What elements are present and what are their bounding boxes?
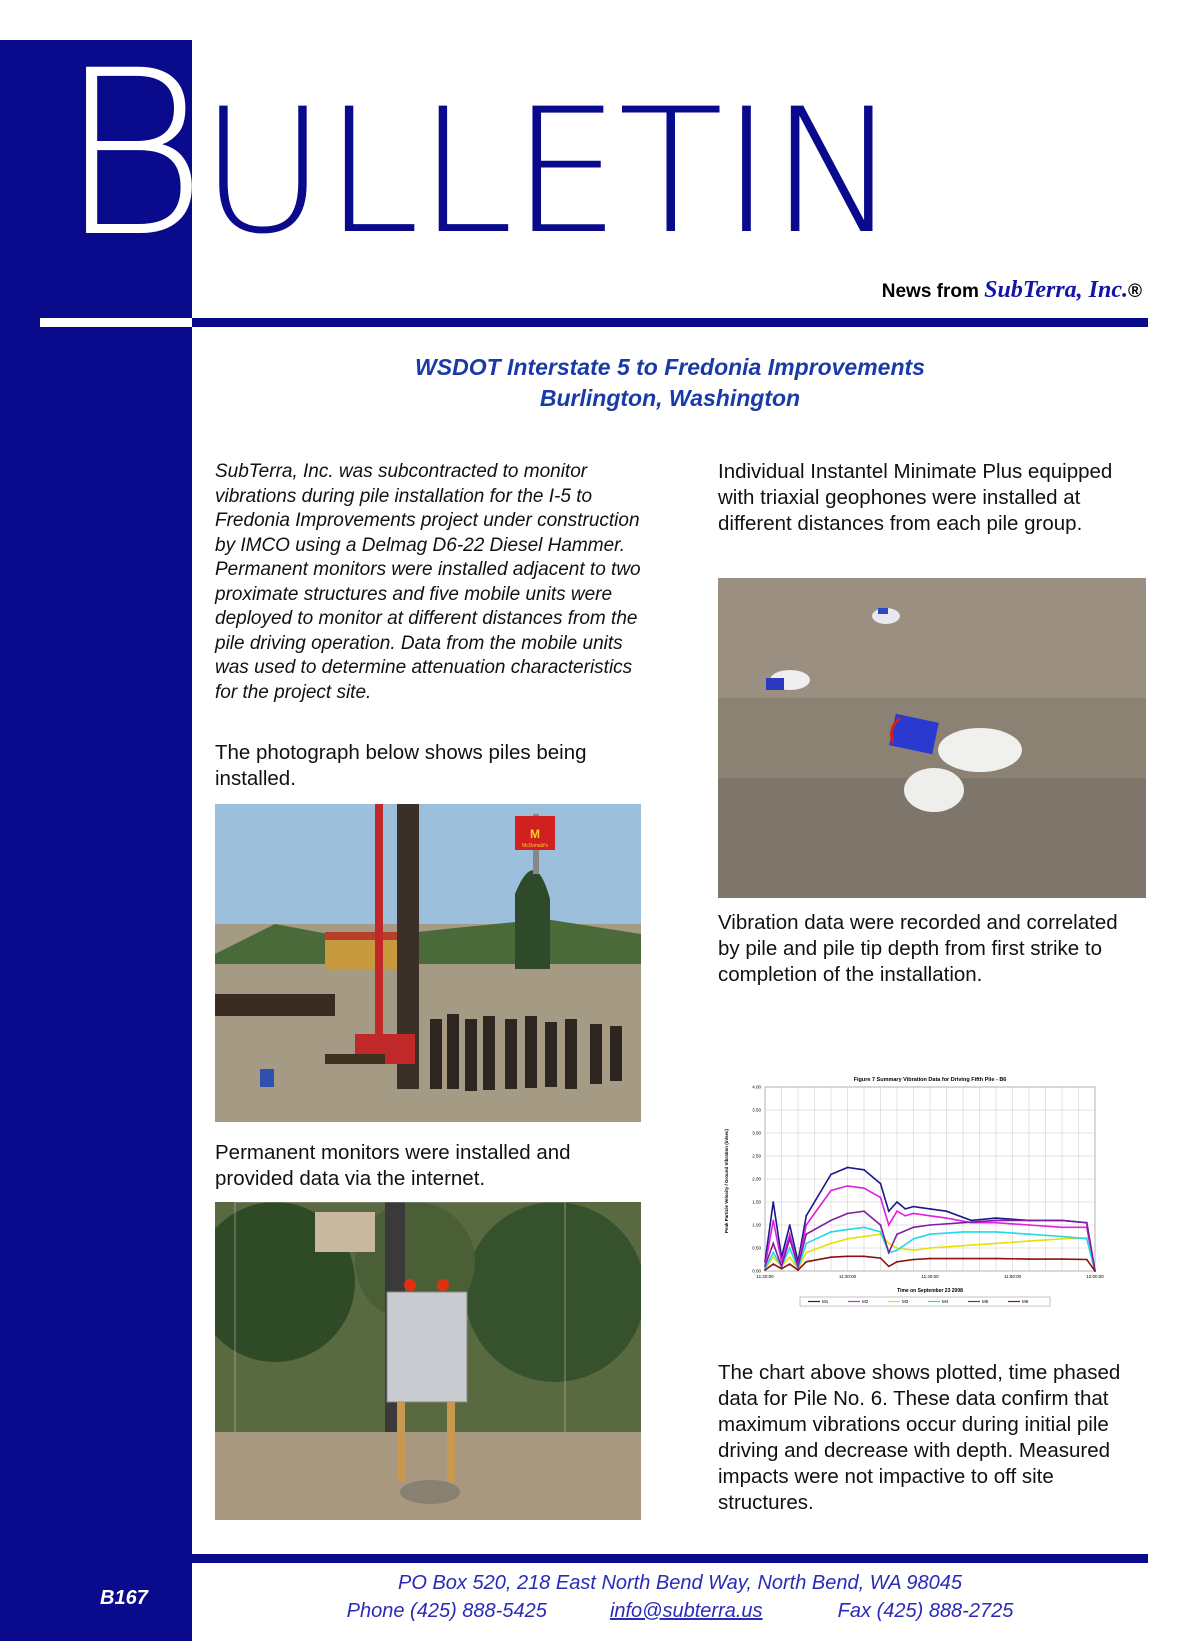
chart-data-point xyxy=(929,1233,931,1235)
chart-data-point xyxy=(805,1215,807,1217)
chart-data-point xyxy=(805,1243,807,1245)
chart-data-point xyxy=(863,1226,865,1228)
chart-data-point xyxy=(995,1220,997,1222)
chart-data-point xyxy=(764,1266,766,1268)
chart-y-tick-label: 2.00 xyxy=(752,1176,761,1182)
chart-data-point xyxy=(888,1266,890,1268)
chart-data-point xyxy=(880,1183,882,1185)
chart-data-point xyxy=(764,1269,766,1271)
masthead-first-letter: B xyxy=(58,21,208,287)
chart-data-point xyxy=(946,1217,948,1219)
chart-data-point xyxy=(1028,1258,1030,1260)
chart-data-point xyxy=(781,1266,783,1268)
chart-data-point xyxy=(847,1185,849,1187)
chart-grid xyxy=(752,1085,1104,1280)
chart-y-tick-label: 0.50 xyxy=(752,1245,761,1251)
chart-data-point xyxy=(789,1263,791,1265)
chart-data-point xyxy=(847,1255,849,1257)
chart-data-point xyxy=(913,1206,915,1208)
chart-data-point xyxy=(789,1256,791,1258)
chart-data-point xyxy=(929,1215,931,1217)
chart-data-point xyxy=(847,1213,849,1215)
chart-data-point xyxy=(772,1263,774,1265)
chart-data-point xyxy=(797,1266,799,1268)
chart-data-point xyxy=(888,1252,890,1254)
tagline xyxy=(882,277,1142,304)
tagline-prefix: News from xyxy=(881,281,979,302)
chart-data-point xyxy=(913,1238,915,1240)
chart-data-point xyxy=(896,1201,898,1203)
geophones-paragraph: Individual Instantel Minimate Plus equipped with triaxial geophones were installed at different distances from each pile group. xyxy=(718,460,1113,535)
chart-data-point xyxy=(863,1210,865,1212)
chart-y-tick-label: 1.50 xyxy=(752,1199,761,1205)
chart-data-point xyxy=(830,1220,832,1222)
chart-data-point xyxy=(1086,1238,1088,1240)
chart-data-point xyxy=(929,1208,931,1210)
chart-data-point xyxy=(1086,1222,1088,1224)
chart-data-point xyxy=(789,1233,791,1235)
chart-data-point xyxy=(913,1226,915,1228)
chart-legend-label: M5 xyxy=(982,1299,989,1305)
chart-data-point xyxy=(830,1190,832,1192)
svg-text:M: M xyxy=(530,827,540,841)
chart-y-tick-label: 3.50 xyxy=(752,1107,761,1113)
chart-data-point xyxy=(1094,1270,1096,1272)
chart-title: Figure 7 Summary Vibration Data for Driving Fifth Pile - B6 xyxy=(853,1077,1007,1083)
chart-data-point xyxy=(1028,1220,1030,1222)
chart-legend-label: M3 xyxy=(902,1299,909,1305)
chart-data-point xyxy=(913,1249,915,1251)
chart-data-point xyxy=(896,1210,898,1212)
photo-caption: The photograph below shows piles being installed. xyxy=(215,741,587,790)
chart-data-point xyxy=(1028,1224,1030,1226)
bulletin-code: B167 xyxy=(100,1587,148,1609)
chart-data-point xyxy=(863,1236,865,1238)
chart-data-point xyxy=(896,1233,898,1235)
footer-email-link[interactable]: info@subterra.us xyxy=(609,1600,763,1622)
chart-x-tick-label: 11:50:00 xyxy=(1003,1274,1022,1279)
footer-contact xyxy=(300,1569,1060,1625)
chart-data-point xyxy=(830,1174,832,1176)
chart-data-point xyxy=(995,1258,997,1260)
chart-data-point xyxy=(962,1245,964,1247)
vibration-paragraph: Vibration data were recorded and correlated by pile and pile tip depth from first strike to completion of the installation. xyxy=(718,911,1118,986)
chart-legend xyxy=(800,1297,1050,1306)
chart-data-point xyxy=(962,1258,964,1260)
photo-sign-text: McDonald's xyxy=(522,843,548,849)
chart-data-point xyxy=(847,1238,849,1240)
chart-data-point xyxy=(1061,1226,1063,1228)
footer-rule xyxy=(38,1554,1148,1563)
chart-x-axis-label: Time on September 23 2008 xyxy=(897,1288,963,1294)
chart-data-point xyxy=(888,1243,890,1245)
chart-data-point xyxy=(904,1208,906,1210)
chart-data-point xyxy=(781,1268,783,1270)
chart-data-point xyxy=(995,1243,997,1245)
chart-data-point xyxy=(772,1243,774,1245)
chart-data-point xyxy=(830,1231,832,1233)
brand-name: SubTerra, Inc. xyxy=(984,277,1128,303)
chart-data-point xyxy=(946,1210,948,1212)
chart-data-point xyxy=(830,1243,832,1245)
chart-data-point xyxy=(847,1167,849,1169)
vibration-chart xyxy=(720,1073,1110,1325)
pile-installation-photo xyxy=(215,804,641,1122)
masthead-title: ULLETIN xyxy=(200,71,897,272)
chart-data-point xyxy=(863,1169,865,1171)
chart-data-point xyxy=(995,1231,997,1233)
chart-y-tick-label: 4.00 xyxy=(752,1084,761,1090)
chart-data-point xyxy=(772,1256,774,1258)
chart-data-point xyxy=(995,1222,997,1224)
chart-y-tick-label: 2.50 xyxy=(752,1153,761,1159)
chart-data-point xyxy=(863,1187,865,1189)
geophone-field-illustration xyxy=(718,578,1146,898)
chart-y-axis-label: Peak Particle Velocity / Ground Vibration (in/sec) xyxy=(724,1129,729,1233)
chart-data-point xyxy=(970,1220,972,1222)
chart-data-point xyxy=(888,1210,890,1212)
chart-x-tick-label: 11:40:00 xyxy=(921,1274,939,1279)
pile-installation-illustration xyxy=(215,804,641,1122)
chart-legend-label: M4 xyxy=(942,1299,949,1305)
chart-legend-label: M6 xyxy=(1022,1299,1029,1305)
footer-contact-line xyxy=(300,1597,1060,1625)
chart-data-point xyxy=(880,1197,882,1199)
chart-data-point xyxy=(962,1222,964,1224)
chart-data-point xyxy=(772,1252,774,1254)
chart-data-point xyxy=(805,1224,807,1226)
chart-data-point xyxy=(896,1247,898,1249)
geophone-field-photo xyxy=(718,578,1146,898)
chart-legend-label: M2 xyxy=(862,1299,869,1305)
chart-data-point xyxy=(913,1213,915,1215)
footer-phone: Phone (425) 888-5425 xyxy=(346,1600,547,1622)
chart-data-point xyxy=(797,1269,799,1271)
chart-data-point xyxy=(929,1258,931,1260)
chart-caption: The chart above shows plotted, time phased data for Pile No. 6. These data confirm that maximum vibrations occur during initial pile driving and decrease with depth. Measured impacts were not impactive to off site structures. xyxy=(718,1361,1121,1514)
chart-x-tick-label: 11:30:00 xyxy=(838,1274,857,1279)
monitors-caption: Permanent monitors were installed and provided data via the internet. xyxy=(215,1141,571,1190)
chart-y-tick-label: 3.00 xyxy=(752,1130,761,1136)
chart-data-point xyxy=(830,1256,832,1258)
header-rule xyxy=(192,318,1148,327)
header-rule-white xyxy=(40,318,192,327)
chart-data-point xyxy=(880,1231,882,1233)
chart-data-point xyxy=(789,1224,791,1226)
footer-address: PO Box 520, 218 East North Bend Way, North Bend, WA 98045 xyxy=(397,1572,963,1594)
chart-data-point xyxy=(880,1224,882,1226)
article-title xyxy=(192,352,1148,414)
chart-legend-label: M1 xyxy=(822,1299,829,1305)
permanent-monitor-photo xyxy=(215,1202,641,1520)
chart-data-point xyxy=(880,1257,882,1259)
chart-data-point xyxy=(1028,1233,1030,1235)
chart-y-tick-label: 0.00 xyxy=(752,1268,761,1274)
chart-data-point xyxy=(1028,1240,1030,1242)
footer-fax: Fax (425) 888-2725 xyxy=(837,1600,1014,1622)
chart-data-point xyxy=(805,1233,807,1235)
chart-data-point xyxy=(888,1224,890,1226)
chart-data-point xyxy=(772,1201,774,1203)
chart-x-tick-label: 11:20:00 xyxy=(756,1274,774,1279)
chart-data-point xyxy=(1061,1220,1063,1222)
title-line-1: WSDOT Interstate 5 to Fredonia Improvements xyxy=(415,354,925,380)
vibration-chart-svg xyxy=(720,1073,1110,1325)
registered-mark: ® xyxy=(1128,281,1142,302)
chart-data-point xyxy=(1061,1258,1063,1260)
chart-data-point xyxy=(929,1247,931,1249)
chart-data-point xyxy=(896,1261,898,1263)
chart-data-point xyxy=(995,1217,997,1219)
chart-data-point xyxy=(929,1224,931,1226)
chart-data-point xyxy=(962,1231,964,1233)
permanent-monitor-illustration xyxy=(215,1202,641,1520)
chart-y-tick-label: 1.00 xyxy=(752,1222,761,1228)
chart-data-point xyxy=(896,1249,898,1251)
chart-data-point xyxy=(1061,1236,1063,1238)
chart-data-point xyxy=(772,1220,774,1222)
chart-data-point xyxy=(904,1215,906,1217)
chart-data-point xyxy=(789,1247,791,1249)
chart-data-point xyxy=(863,1255,865,1257)
chart-data-point xyxy=(789,1238,791,1240)
chart-data-point xyxy=(1086,1259,1088,1261)
chart-data-point xyxy=(805,1261,807,1263)
intro-paragraph: SubTerra, Inc. was subcontracted to monitor vibrations during pile installation for the I-5 to Fredonia Improvements project under construction by IMCO using a Delmag D6-22 Diesel Hammer. Permanent monitors were installed adjacent to two proximate structures and five mobile units were deployed to monitor at different distances from the pile driving operation. Data from the mobile units was used to determine attenuation characteristics for the project site. xyxy=(215,461,641,703)
chart-data-point xyxy=(1061,1238,1063,1240)
chart-data-point xyxy=(805,1252,807,1254)
chart-x-tick-label: 12:00:00 xyxy=(1086,1274,1104,1279)
chart-data-point xyxy=(847,1229,849,1231)
chart-data-point xyxy=(913,1259,915,1261)
title-line-2: Burlington, Washington xyxy=(539,385,801,411)
